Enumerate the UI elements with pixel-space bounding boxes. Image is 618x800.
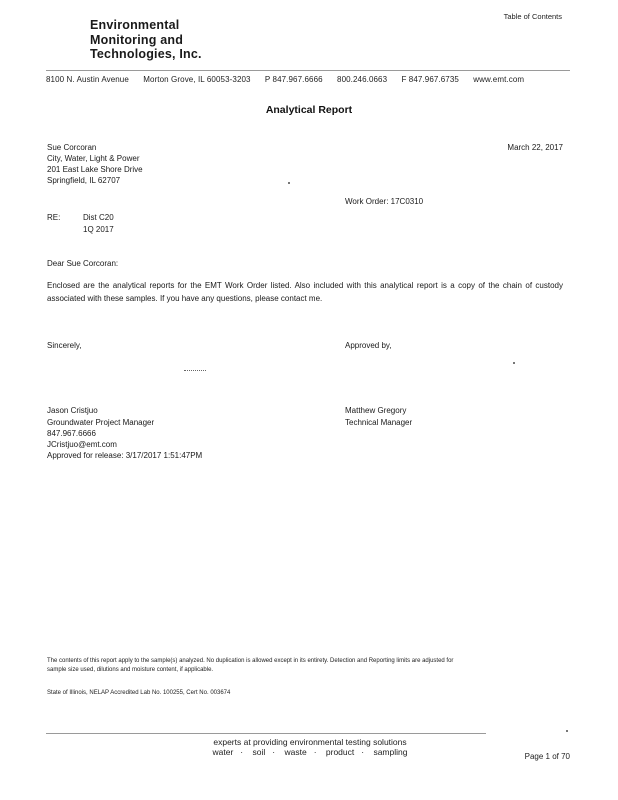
signer-left-email[interactable]: JCristjuo@emt.com	[47, 440, 117, 449]
recipient-street: 201 East Lake Shore Drive	[47, 165, 143, 174]
company-address-line	[46, 75, 524, 84]
tagline-item-soil: soil	[252, 747, 266, 757]
report-date: March 22, 2017	[507, 143, 563, 152]
company-name-line-2: Monitoring and	[90, 32, 184, 47]
scan-speck	[288, 182, 290, 184]
recipient-name: Sue Corcoran	[47, 143, 97, 152]
re-line-2: 1Q 2017	[83, 225, 114, 234]
closing-left: Sincerely,	[47, 341, 82, 350]
closing-right: Approved by,	[345, 341, 392, 350]
signer-left-title: Groundwater Project Manager	[47, 418, 155, 427]
company-street: 8100 N. Austin Avenue	[46, 75, 129, 84]
recipient-org: City, Water, Light & Power	[47, 154, 140, 163]
company-city: Morton Grove, IL 60053-3203	[143, 75, 251, 84]
body-paragraph: Enclosed are the analytical reports for the EMT Work Order listed. Also included with this analytical report is a copy of the chain of custody associated with these samples. If you have any questions, please contact me.	[47, 281, 563, 303]
page-number: Page 1 of 70	[524, 752, 570, 761]
footer-tagline-items: water · soil · waste · product · sampling	[212, 747, 408, 757]
tagline-item-waste: waste	[284, 747, 307, 757]
recipient-city: Springfield, IL 62707	[47, 176, 121, 185]
tagline-item-product: product	[325, 747, 355, 757]
tagline-item-water: water	[212, 747, 234, 757]
signer-left-phone: 847.967.6666	[47, 429, 96, 438]
scan-speck-3	[566, 730, 568, 732]
company-name-line-3: Technologies, Inc.	[90, 47, 202, 61]
signer-right-title: Technical Manager	[345, 418, 413, 427]
company-name-line-1: Environmental	[90, 18, 180, 32]
tagline-item-sampling: sampling	[373, 747, 408, 757]
company-name	[90, 18, 202, 62]
footer-accreditation: State of Illinois, NELAP Accredited Lab No. 100255, Cert No. 003674	[47, 690, 231, 696]
salutation: Dear Sue Corcoran:	[47, 259, 119, 268]
signer-right-name: Matthew Gregory	[345, 406, 407, 415]
signer-left-name: Jason Cristjuo	[47, 406, 98, 415]
re-line-1: Dist C20	[83, 213, 114, 222]
re-label: RE:	[47, 213, 61, 222]
header-divider	[46, 70, 570, 71]
approved-for-release: Approved for release: 3/17/2017 1:51:47PM	[47, 451, 203, 460]
table-of-contents-link[interactable]: Table of Contents	[503, 12, 562, 21]
signature-mark	[184, 370, 206, 371]
company-phone: P 847.967.6666	[264, 75, 323, 84]
company-website: www.emt.com	[473, 75, 525, 84]
report-title: Analytical Report	[265, 104, 353, 116]
company-fax: F 847.967.6735	[401, 75, 459, 84]
work-order: Work Order: 17C0310	[345, 197, 424, 206]
footer-tagline: experts at providing environmental testing solutions	[213, 737, 407, 747]
company-tollfree: 800.246.0663	[337, 75, 388, 84]
scan-speck-2	[513, 362, 515, 364]
footer-divider	[46, 733, 486, 734]
footer-disclaimer: The contents of this report apply to the sample(s) analyzed. No duplication is allowed except in its entirety. Detection and Reporting limits are adjusted for sample size used, dilutions and moisture content, if applicable.	[47, 658, 454, 673]
